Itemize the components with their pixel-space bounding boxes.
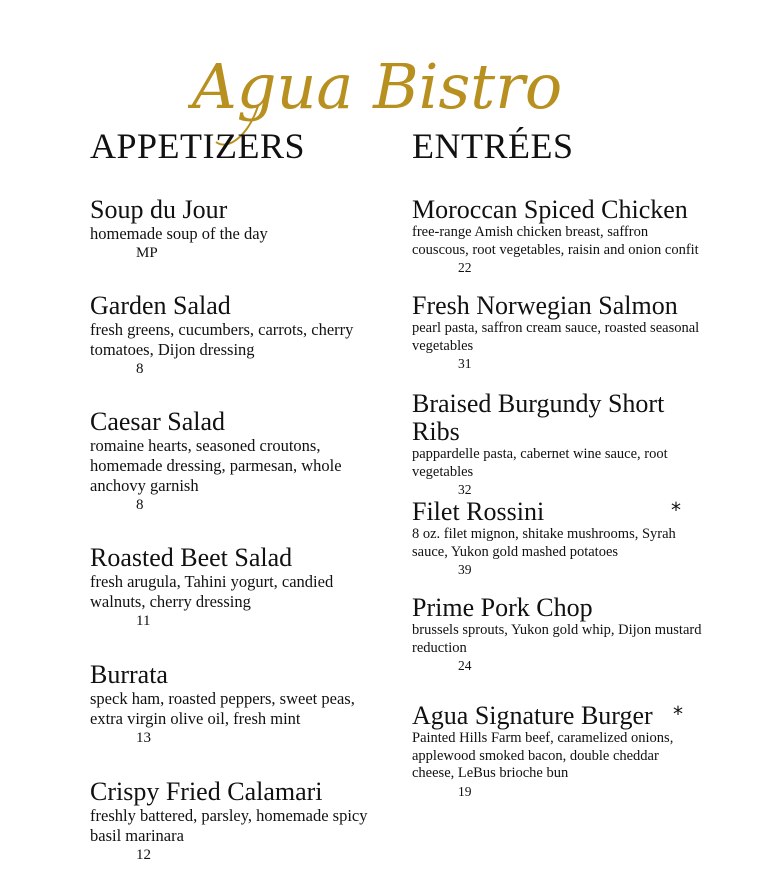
item-name: Burrata: [90, 660, 168, 689]
item-price: 11: [136, 613, 151, 629]
menu-item: [412, 390, 702, 499]
item-price: 32: [458, 482, 472, 497]
item-price: 19: [458, 783, 472, 799]
item-price: 24: [458, 658, 472, 673]
item-name: Garden Salad: [90, 291, 231, 320]
item-name: Moroccan Spiced Chicken: [412, 195, 688, 224]
item-price: 22: [458, 260, 472, 275]
item-price: 31: [458, 356, 472, 371]
menu-item: [90, 196, 390, 262]
item-description: pappardelle pasta, cabernet wine sauce, root vegetables: [412, 446, 668, 480]
item-name: Caesar Salad: [90, 407, 226, 436]
appetizers-heading: APPETIZERS: [90, 126, 306, 166]
item-name: Braised Burgundy Short Ribs: [412, 389, 665, 446]
item-description: homemade soup of the day: [90, 224, 268, 243]
item-description: free-range Amish chicken breast, saffron couscous, root vegetables, raisin and onion confit: [412, 224, 699, 258]
item-description: speck ham, roasted peppers, sweet peas, extra virgin olive oil, fresh mint: [90, 689, 355, 728]
menu-item: [412, 498, 702, 579]
item-description: pearl pasta, saffron cream sauce, roasted seasonal vegetables: [412, 320, 700, 354]
item-name: Roasted Beet Salad: [90, 543, 293, 572]
menu-item: [412, 196, 702, 277]
item-description: freshly battered, parsley, homemade spicy basil marinara: [90, 806, 368, 845]
item-description: fresh greens, cucumbers, carrots, cherry tomatoes, Dijon dressing: [90, 320, 354, 359]
item-name: Agua Signature Burger: [412, 701, 653, 730]
item-description: 8 oz. filet mignon, shitake mushrooms, Syrah sauce, Yukon gold mashed potatoes: [412, 526, 676, 560]
menu-item: [90, 544, 390, 630]
item-price: 8: [136, 497, 144, 513]
menu-item: [90, 778, 390, 864]
menu-item: [90, 408, 390, 514]
menu-item: [90, 661, 390, 747]
item-name: Soup du Jour: [90, 195, 228, 224]
brand-name: Agua Bistro: [192, 50, 563, 123]
asterisk-icon: *: [673, 702, 683, 726]
menu-item: [412, 292, 702, 373]
menu-item: [412, 702, 702, 801]
item-name: Crispy Fried Calamari: [90, 777, 323, 806]
menu-item: [412, 594, 702, 675]
entrees-heading: ENTRÉES: [412, 126, 574, 166]
item-description: romaine hearts, seasoned croutons, homemade dressing, parmesan, whole anchovy garnish: [90, 436, 342, 495]
menu-item: [90, 292, 390, 378]
item-name: Filet Rossini: [412, 497, 545, 526]
item-name: Fresh Norwegian Salmon: [412, 291, 678, 320]
item-price: 13: [136, 730, 151, 746]
item-description: fresh arugula, Tahini yogurt, candied walnuts, cherry dressing: [90, 572, 334, 611]
item-price: 8: [136, 361, 144, 377]
item-description: Painted Hills Farm beef, caramelized onions, applewood smoked bacon, double cheddar cheese, LeBus brioche bun: [412, 730, 674, 781]
item-price: MP: [136, 245, 158, 261]
item-price: 12: [136, 847, 151, 863]
item-name: Prime Pork Chop: [412, 593, 593, 622]
item-description: brussels sprouts, Yukon gold whip, Dijon mustard reduction: [412, 622, 702, 656]
item-price: 39: [458, 562, 472, 577]
asterisk-icon: *: [671, 498, 681, 522]
